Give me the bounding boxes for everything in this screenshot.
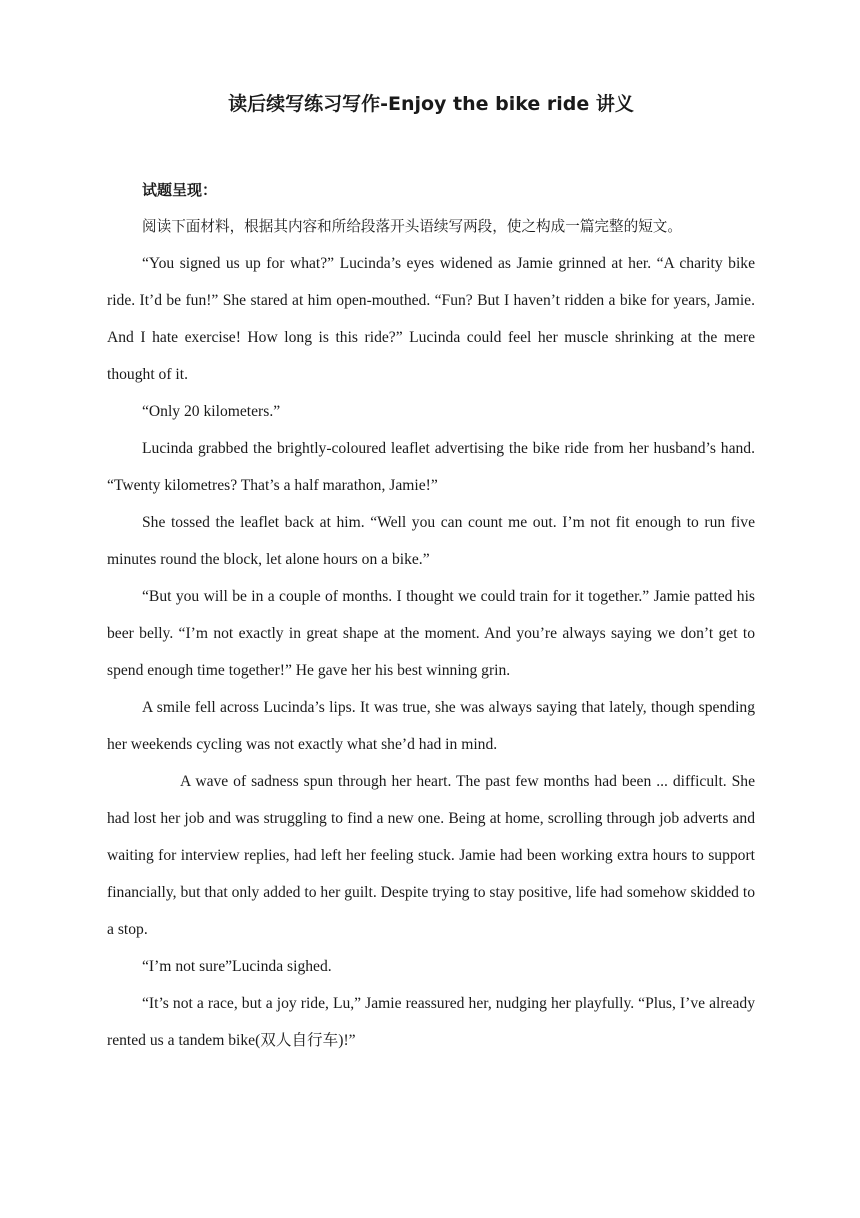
paragraph-8: “I’m not sure”Lucinda sighed.: [142, 958, 332, 975]
paragraph-6: A smile fell across Lucinda’s lips. It was true, she was always saying that lately, though spending her weekends cycling was not exactly what she’d had in mind.: [107, 699, 755, 753]
paragraph-7: A wave of sadness spun through her heart. The past few months had been ... difficult. She had lost her job and was struggling to find a new one. Being at home, scrolling through job adverts and waiting for interview replies, had left her feeling stuck. Jamie had been working extra hours to support financially, but that only added to her guilt. Despite trying to stay positive, life had somehow skidded to a stop.: [107, 773, 755, 938]
paragraph-2: “Only 20 kilometers.”: [142, 403, 281, 420]
instruction-paragraph: 阅读下面材料，根据其内容和所给段落开头语续写两段，使之构成一篇完整的短文。: [142, 218, 682, 235]
paragraph-3: Lucinda grabbed the brightly-coloured leaflet advertising the bike ride from her husband’s hand. “Twenty kilometres? That’s a half marathon, Jamie!”: [107, 440, 755, 494]
passage-body: [107, 208, 755, 1059]
paragraph-5: “But you will be in a couple of months. I thought we could train for it together.” Jamie patted his beer belly. “I’m not exactly in great shape at the moment. And you’re always saying we don’t get to spend enough time together!” He gave her his best winning grin.: [107, 588, 755, 679]
section-label: 试题呈现：: [142, 181, 218, 199]
paragraph-1: “You signed us up for what?” Lucinda’s eyes widened as Jamie grinned at her. “A charity bike ride. It’d be fun!” She stared at him open-mouthed. “Fun? But I haven’t ridden a bike for years, Jamie. And I hate exercise! How long is this ride?” Lucinda could feel her muscle shrinking at the mere thought of it.: [107, 255, 755, 383]
paragraph-4: She tossed the leaflet back at him. “Well you can count me out. I’m not fit enough to run five minutes round the block, let alone hours on a bike.”: [107, 514, 755, 568]
paragraph-9: “It’s not a race, but a joy ride, Lu,” Jamie reassured her, nudging her playfully. “Plus, I’ve already rented us a tandem bike(双人自行车)!”: [107, 995, 755, 1049]
document-title: 读后续写练习写作-Enjoy the bike ride 讲义: [228, 93, 634, 115]
